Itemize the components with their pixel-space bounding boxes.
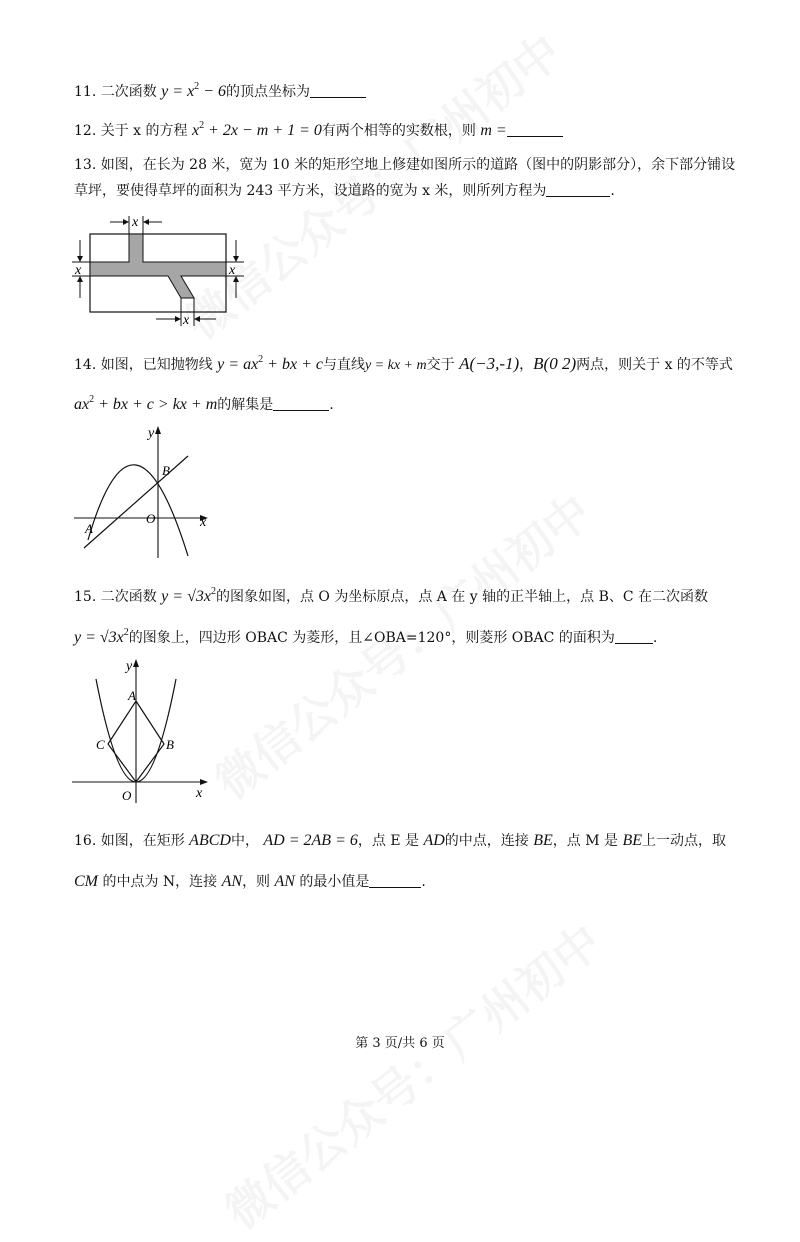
answer-blank [273,396,329,411]
question-14-line2: $ax^2$ + bx + c > kx + m的解集是 . [74,394,334,413]
question-13: 13. 如图，在长为 28 米，宽为 10 米的矩形空地上修建如图所示的道路（图中的阴影部分），余下部分铺设 草坪，要使得草坪的面积为 243 平方米，设道路的宽为 x 米，则所列方程为 . [74,157,736,199]
question-15-line2: $y = √3x^2$的图象上，四边形 OBAC 为菱形，且∠OBA=120°，则菱形 OBAC 的面积为 . [74,627,658,646]
question-12: 12. 关于 x 的方程 $x^2 + 2x - m + 1 = 0$有两个相等的实数根，则 m = [74,116,563,141]
x-label-right: x [229,263,236,278]
x-label-bottom: x [183,313,190,328]
point-b-label: B [166,737,174,752]
answer-blank [546,182,610,197]
question-16: 16. 如图，在矩形 ABCD中， AD = 2AB = 6，点 E 是 AD的中点，连接 BE，点 M 是 BE上一动点，取 [74,832,727,849]
watermark [210,907,613,1242]
origin-label: O [122,788,132,803]
answer-blank [507,122,563,137]
y-axis-label: y [148,426,155,441]
x-axis-label: x [196,786,203,801]
x-axis-label: x [200,515,207,530]
answer-blank [310,83,366,98]
answer-blank [369,873,421,888]
road-diagram [70,212,250,332]
answer-blank [615,629,653,644]
x-label-left: x [75,263,82,278]
rhombus-parabola-graph [68,655,218,805]
y-axis-label: y [126,659,133,674]
question-14: 14. 如图，已知抛物线 $y = ax^2$ + bx + c与直线y = kx + m交于 A(−3,-1)，B(0 2)两点，则关于 x 的不等式 [74,354,733,373]
point-c-label: C [96,737,105,752]
question-15: 15. 二次函数 $y = √3x^2$的图象如图，点 O 为坐标原点，点 A 在 y 轴的正半轴上，点 B、C 在二次函数 [74,586,709,605]
point-a-label: A [85,521,93,536]
x-label-top: x [132,215,139,230]
question-16-line2: CM 的中点为 N，连接 AN，则 AN 的最小值是 . [74,873,426,890]
page-footer: 第 3 页/共 6 页 [355,1036,445,1051]
origin-label: O [146,511,156,526]
question-11: 11. 二次函数 $y = x^2 - 6$的顶点坐标为 [74,77,366,102]
parabola-line-graph [70,420,220,560]
point-a-label: A [128,688,136,703]
point-b-label: B [162,463,170,478]
